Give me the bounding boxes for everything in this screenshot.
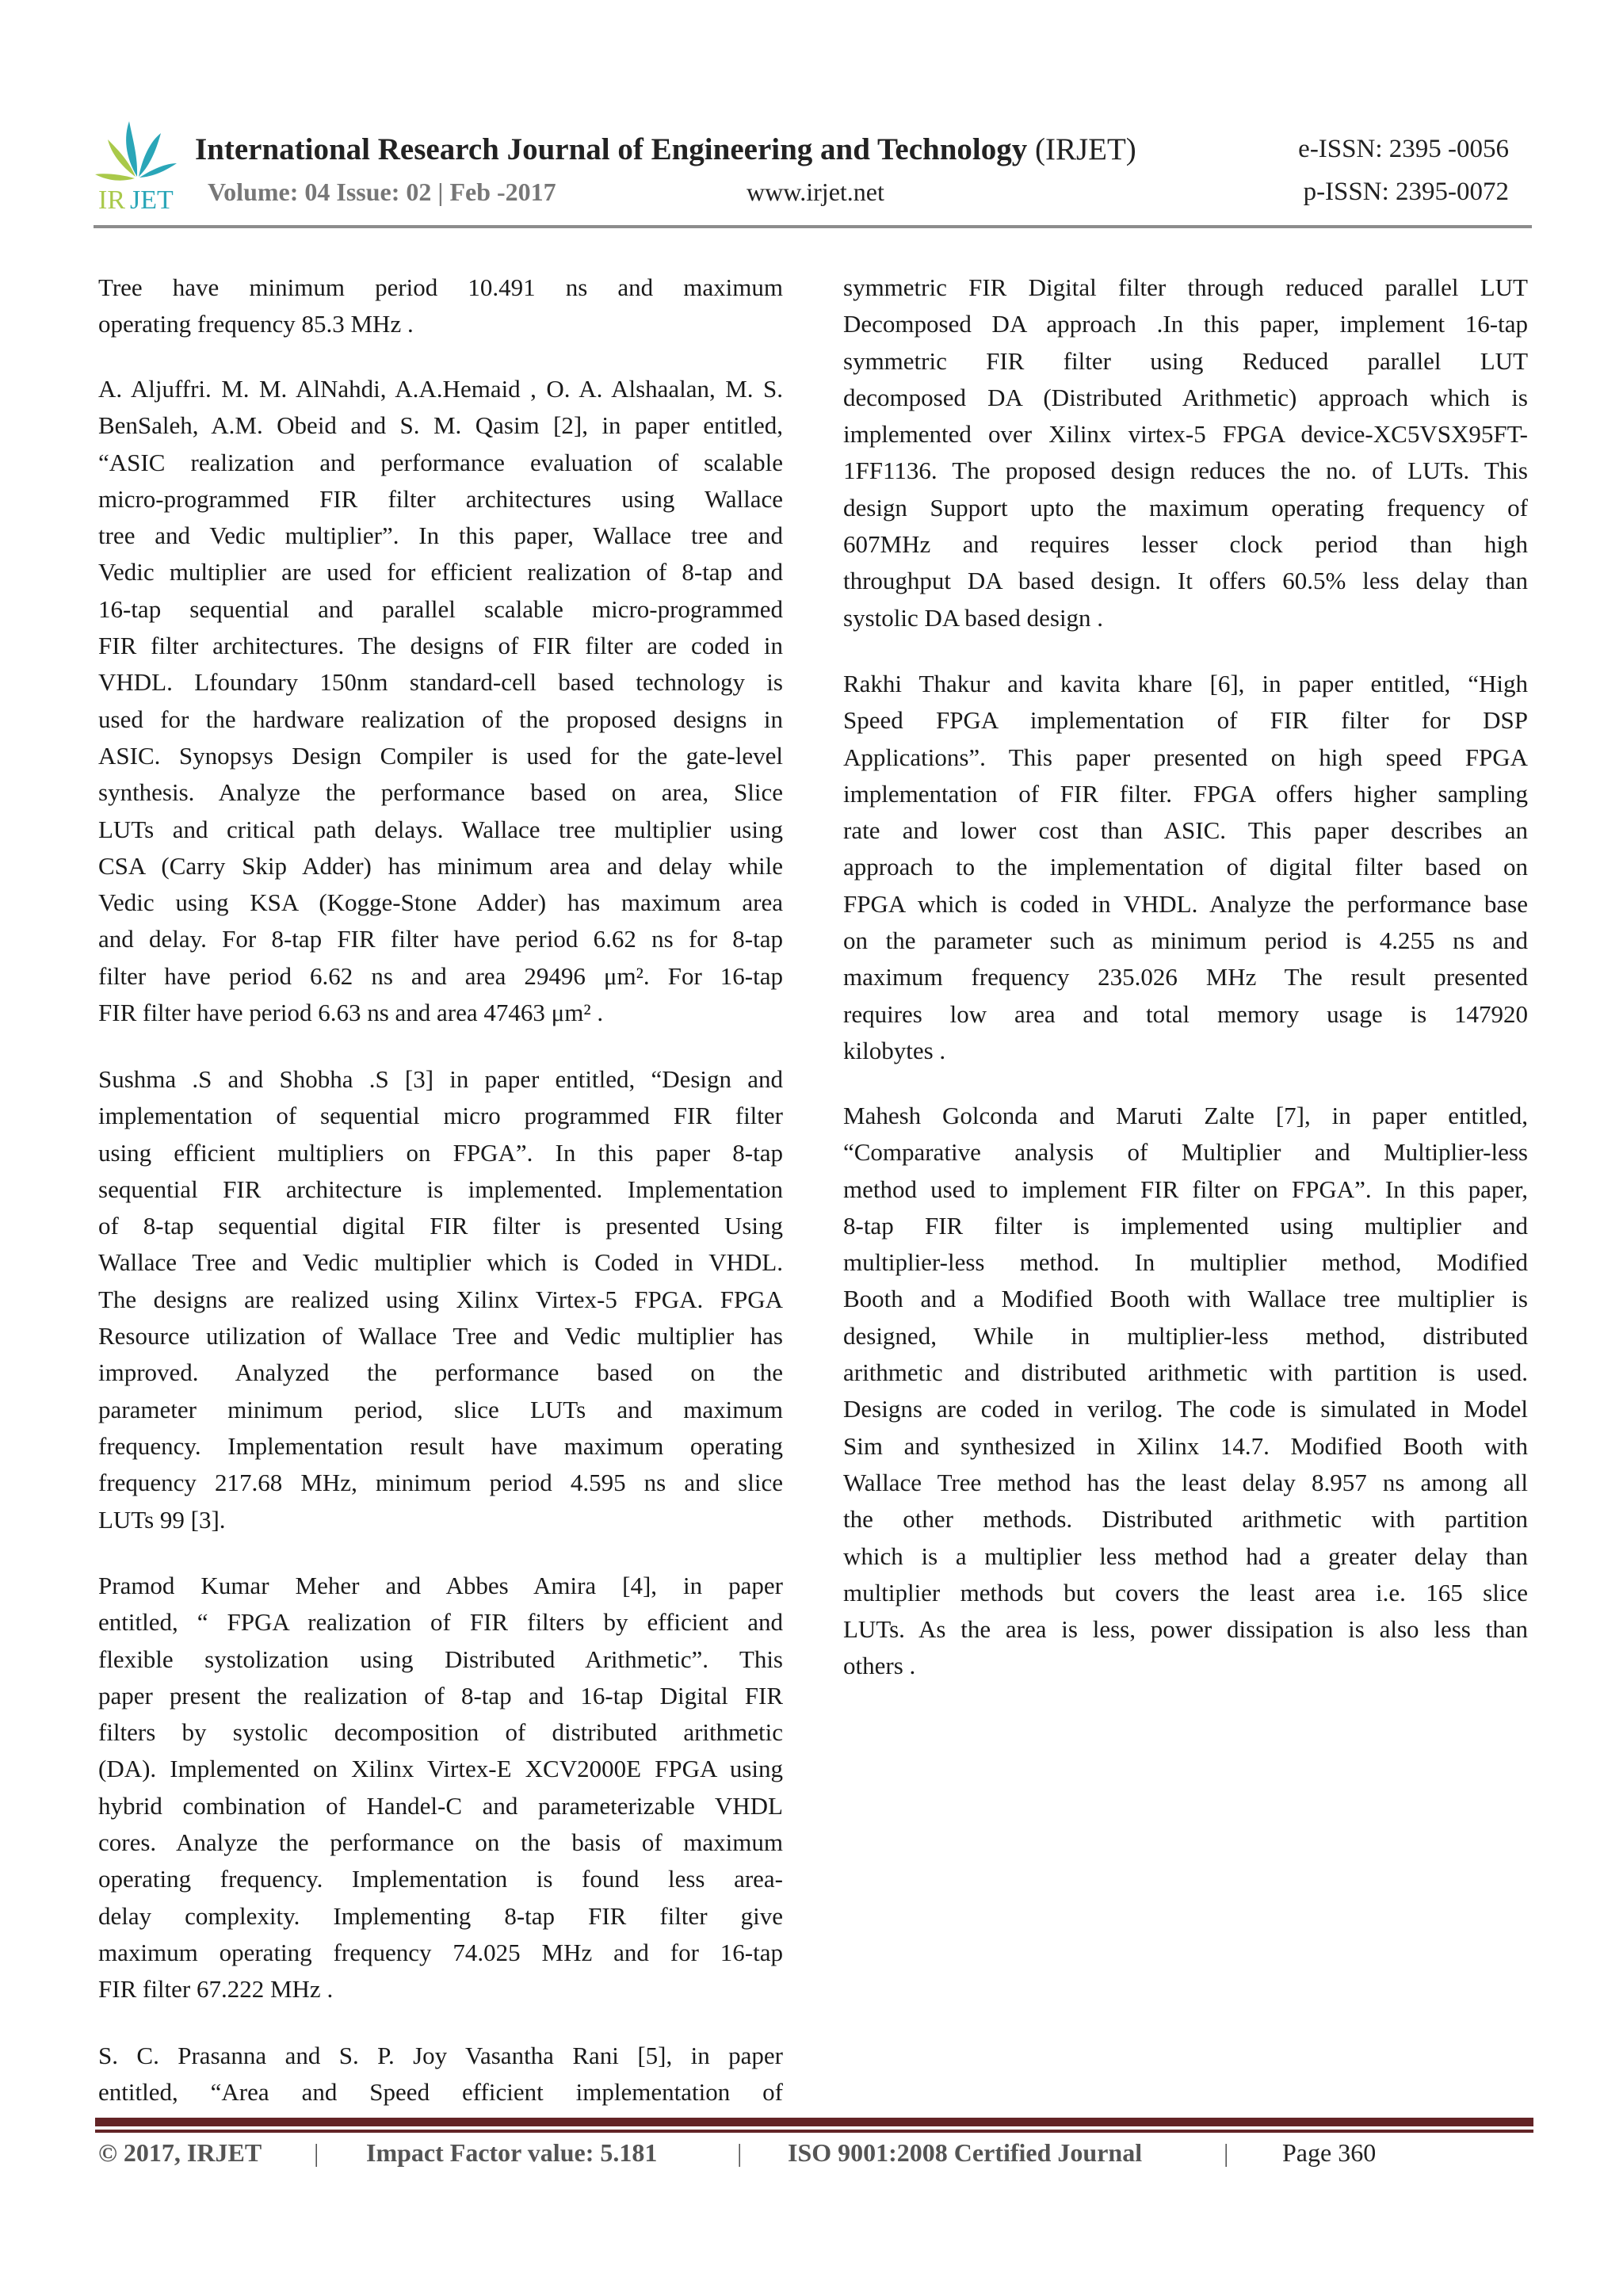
p-issn: p-ISSN: 2395-0072 (1303, 178, 1509, 206)
text-line: decomposed DA (Distributed Arithmetic) approach which is (843, 383, 1528, 411)
text-line: Booth and a Modified Booth with Wallace tree multiplier is (843, 1285, 1528, 1313)
text-line: designed, While in multiplier-less method, distributed (843, 1321, 1528, 1350)
text-line: method used to implement FIR filter on FPGA”. In this paper, (843, 1175, 1528, 1203)
text-line: paper present the realization of 8-tap and 16-tap Digital FIR (98, 1681, 783, 1710)
text-line: the other methods. Distributed arithmetic with partition (843, 1505, 1528, 1534)
text-line: Sim and synthesized in Xilinx 14.7. Modified Booth with (843, 1431, 1528, 1460)
text-line: 607MHz and requires lesser clock period than high (843, 530, 1528, 559)
text-line: Decomposed DA approach .In this paper, implement 16-tap (843, 310, 1528, 338)
text-line: of 8-tap sequential digital FIR filter is presented Using (98, 1212, 783, 1240)
text-line: A. Aljuffri. M. M. AlNahdi, A.A.Hemaid , O. A. Alshaalan, M. S. (98, 375, 783, 403)
volume-issue: Volume: 04 Issue: 02 | Feb -2017 (208, 178, 556, 206)
text-line: FIR filter have period 6.63 ns and area 47463 μm² . (98, 999, 604, 1027)
paragraph (843, 1098, 1528, 1685)
text-line: The designs are realized using Xilinx Virtex-5 FPGA. FPGA (98, 1285, 783, 1313)
text-line: synthesis. Analyze the performance based on area, Slice (98, 778, 783, 807)
paragraph (98, 2038, 783, 2111)
text-line: Sushma .S and Shobha .S [3] in paper entitled, “Design and (98, 1065, 783, 1093)
text-line: kilobytes . (843, 1036, 946, 1064)
text-line: on the parameter such as minimum period is 4.255 ns and (843, 926, 1528, 955)
footer-separator: | (737, 2138, 743, 2167)
text-line: BenSaleh, A.M. Obeid and S. M. Qasim [2], in paper entitled, (98, 411, 783, 440)
text-line: CSA (Carry Skip Adder) has minimum area and delay while (98, 851, 783, 880)
text-line: 1FF1136. The proposed design reduces the no. of LUTs. This (843, 457, 1528, 485)
text-line: entitled, “ FPGA realization of FIR filters by efficient and (98, 1608, 783, 1637)
text-line: frequency. Implementation result have maximum operating (98, 1431, 783, 1460)
text-line: others . (843, 1652, 916, 1680)
text-line: which is a multiplier less method had a greater delay than (843, 1541, 1528, 1570)
footer-separator: | (314, 2138, 319, 2167)
text-line: Vedic multiplier are used for efficient realization of 8-tap and (98, 558, 783, 586)
website-link[interactable]: www.irjet.net (747, 178, 884, 206)
paragraph (98, 1568, 783, 2008)
text-line: filters by systolic decomposition of distributed arithmetic (98, 1718, 783, 1747)
text-line: Designs are coded in verilog. The code is simulated in Model (843, 1395, 1528, 1423)
journal-name: International Research Journal of Engineering and Technology (195, 132, 1028, 166)
journal-abbr: (IRJET) (1034, 132, 1136, 166)
text-line: flexible systolization using Distributed Arithmetic”. This (98, 1645, 783, 1673)
text-line: filter have period 6.62 ns and area 29496 μm². For 16-tap (98, 961, 783, 990)
journal-title (195, 132, 1136, 167)
irjet-logo (94, 117, 181, 212)
paragraph (98, 269, 783, 343)
text-line: S. C. Prasanna and S. P. Joy Vasantha Rani [5], in paper (98, 2042, 783, 2069)
text-line: micro-programmed FIR filter architectures using Wallace (98, 484, 783, 513)
text-line: tree and Vedic multiplier”. In this paper, Wallace tree and (98, 521, 783, 550)
text-line: maximum operating frequency 74.025 MHz and for 16-tap (98, 1938, 783, 1966)
text-line: approach to the implementation of digital filter based on (843, 853, 1528, 881)
footer-copyright: © 2017, IRJET (98, 2138, 262, 2167)
text-line: Wallace Tree and Vedic multiplier which is Coded in VHDL. (98, 1248, 783, 1277)
text-line: “Comparative analysis of Multiplier and Multiplier-less (843, 1138, 1528, 1167)
text-line: “ASIC realization and performance evaluation of scalable (98, 448, 783, 476)
text-line: cores. Analyze the performance on the basis of maximum (98, 1828, 783, 1857)
text-line: Tree have minimum period 10.491 ns and maximum (98, 273, 783, 301)
irjet-logo-icon (94, 117, 181, 212)
text-line: implementation of sequential micro programmed FIR filter (98, 1102, 783, 1130)
text-line: FIR filter 67.222 MHz . (98, 1975, 334, 2004)
text-line: Vedic using KSA (Kogge-Stone Adder) has maximum area (98, 888, 783, 917)
paragraph (98, 371, 783, 1031)
text-line: systolic DA based design . (843, 603, 1104, 632)
text-line: parameter minimum period, slice LUTs and maximum (98, 1395, 783, 1423)
footer-separator: | (1224, 2138, 1229, 2167)
text-line: Mahesh Golconda and Maruti Zalte [7], in paper entitled, (843, 1102, 1528, 1129)
text-line: maximum frequency 235.026 MHz The result presented (843, 963, 1528, 991)
text-line: Speed FPGA implementation of FIR filter for DSP (843, 706, 1528, 735)
text-line: Wallace Tree method has the least delay 8.957 ns among all (843, 1468, 1528, 1496)
paragraph (843, 666, 1528, 1069)
footer-impact-factor: Impact Factor value: 5.181 (366, 2138, 658, 2167)
svg-text:JET: JET (130, 185, 174, 212)
e-issn: e-ISSN: 2395 -0056 (1298, 135, 1509, 163)
text-line: implementation of FIR filter. FPGA offers higher sampling (843, 779, 1528, 808)
text-line: LUTs and critical path delays. Wallace tree multiplier using (98, 815, 783, 843)
text-line: symmetric FIR filter using Reduced parallel LUT (843, 346, 1528, 375)
text-line: improved. Analyzed the performance based on the (98, 1358, 783, 1387)
text-line: Rakhi Thakur and kavita khare [6], in paper entitled, “High (843, 670, 1528, 697)
text-line: rate and lower cost than ASIC. This paper describes an (843, 816, 1528, 845)
text-line: symmetric FIR Digital filter through reduced parallel LUT (843, 273, 1528, 301)
text-line: frequency 217.68 MHz, minimum period 4.595 ns and slice (98, 1469, 783, 1497)
text-line: FIR filter architectures. The designs of FIR filter are coded in (98, 632, 783, 660)
text-line: implemented over Xilinx virtex-5 FPGA device-XC5VSX95FT- (843, 420, 1528, 449)
text-line: VHDL. Lfoundary 150nm standard-cell based technology is (98, 668, 783, 697)
text-line: and delay. For 8-tap FIR filter have period 6.62 ns for 8-tap (98, 925, 783, 953)
text-line: delay complexity. Implementing 8-tap FIR filter give (98, 1901, 783, 1930)
text-line: operating frequency. Implementation is found less area- (98, 1865, 783, 1893)
text-line: entitled, “Area and Speed efficient implementation of (98, 2078, 783, 2107)
text-line: Pramod Kumar Meher and Abbes Amira [4], in paper (98, 1572, 783, 1599)
text-line: used for the hardware realization of the proposed designs in (98, 705, 783, 733)
footer-bar (95, 2118, 1533, 2126)
text-line: (DA). Implemented on Xilinx Virtex-E XCV2000E FPGA using (98, 1755, 783, 1783)
paragraph (843, 269, 1528, 636)
text-line: LUTs 99 [3]. (98, 1505, 226, 1534)
footer-bar-thin (95, 2130, 1533, 2133)
text-line: 16-tap sequential and parallel scalable micro-programmed (98, 594, 783, 623)
footer-iso: ISO 9001:2008 Certified Journal (788, 2138, 1143, 2167)
page-number: Page 360 (1282, 2138, 1377, 2167)
text-line: multiplier methods but covers the least area i.e. 165 slice (843, 1578, 1528, 1606)
text-line: Resource utilization of Wallace Tree and Vedic multiplier has (98, 1322, 783, 1350)
svg-text:IR: IR (98, 185, 125, 212)
text-line: throughput DA based design. It offers 60.5% less delay than (843, 567, 1528, 595)
text-line: requires low area and total memory usage is 147920 (843, 999, 1528, 1028)
text-line: sequential FIR architecture is implemented. Implementation (98, 1175, 783, 1203)
text-line: hybrid combination of Handel-C and parameterizable VHDL (98, 1791, 783, 1820)
text-line: 8-tap FIR filter is implemented using multiplier and (843, 1211, 1528, 1240)
text-line: Applications”. This paper presented on high speed FPGA (843, 743, 1528, 771)
text-line: operating frequency 85.3 MHz . (98, 310, 414, 338)
text-line: LUTs. As the area is less, power dissipation is also less than (843, 1615, 1528, 1644)
text-line: ASIC. Synopsys Design Compiler is used for the gate-level (98, 741, 783, 770)
text-line: using efficient multipliers on FPGA”. In this paper 8-tap (98, 1138, 783, 1167)
text-line: multiplier-less method. In multiplier method, Modified (843, 1248, 1528, 1277)
paragraph (98, 1061, 783, 1538)
text-line: arithmetic and distributed arithmetic with partition is used. (843, 1358, 1528, 1387)
text-line: design Support upto the maximum operating frequency of (843, 493, 1528, 521)
text-line: FPGA which is coded in VHDL. Analyze the performance base (843, 889, 1528, 918)
header-divider (94, 225, 1532, 228)
